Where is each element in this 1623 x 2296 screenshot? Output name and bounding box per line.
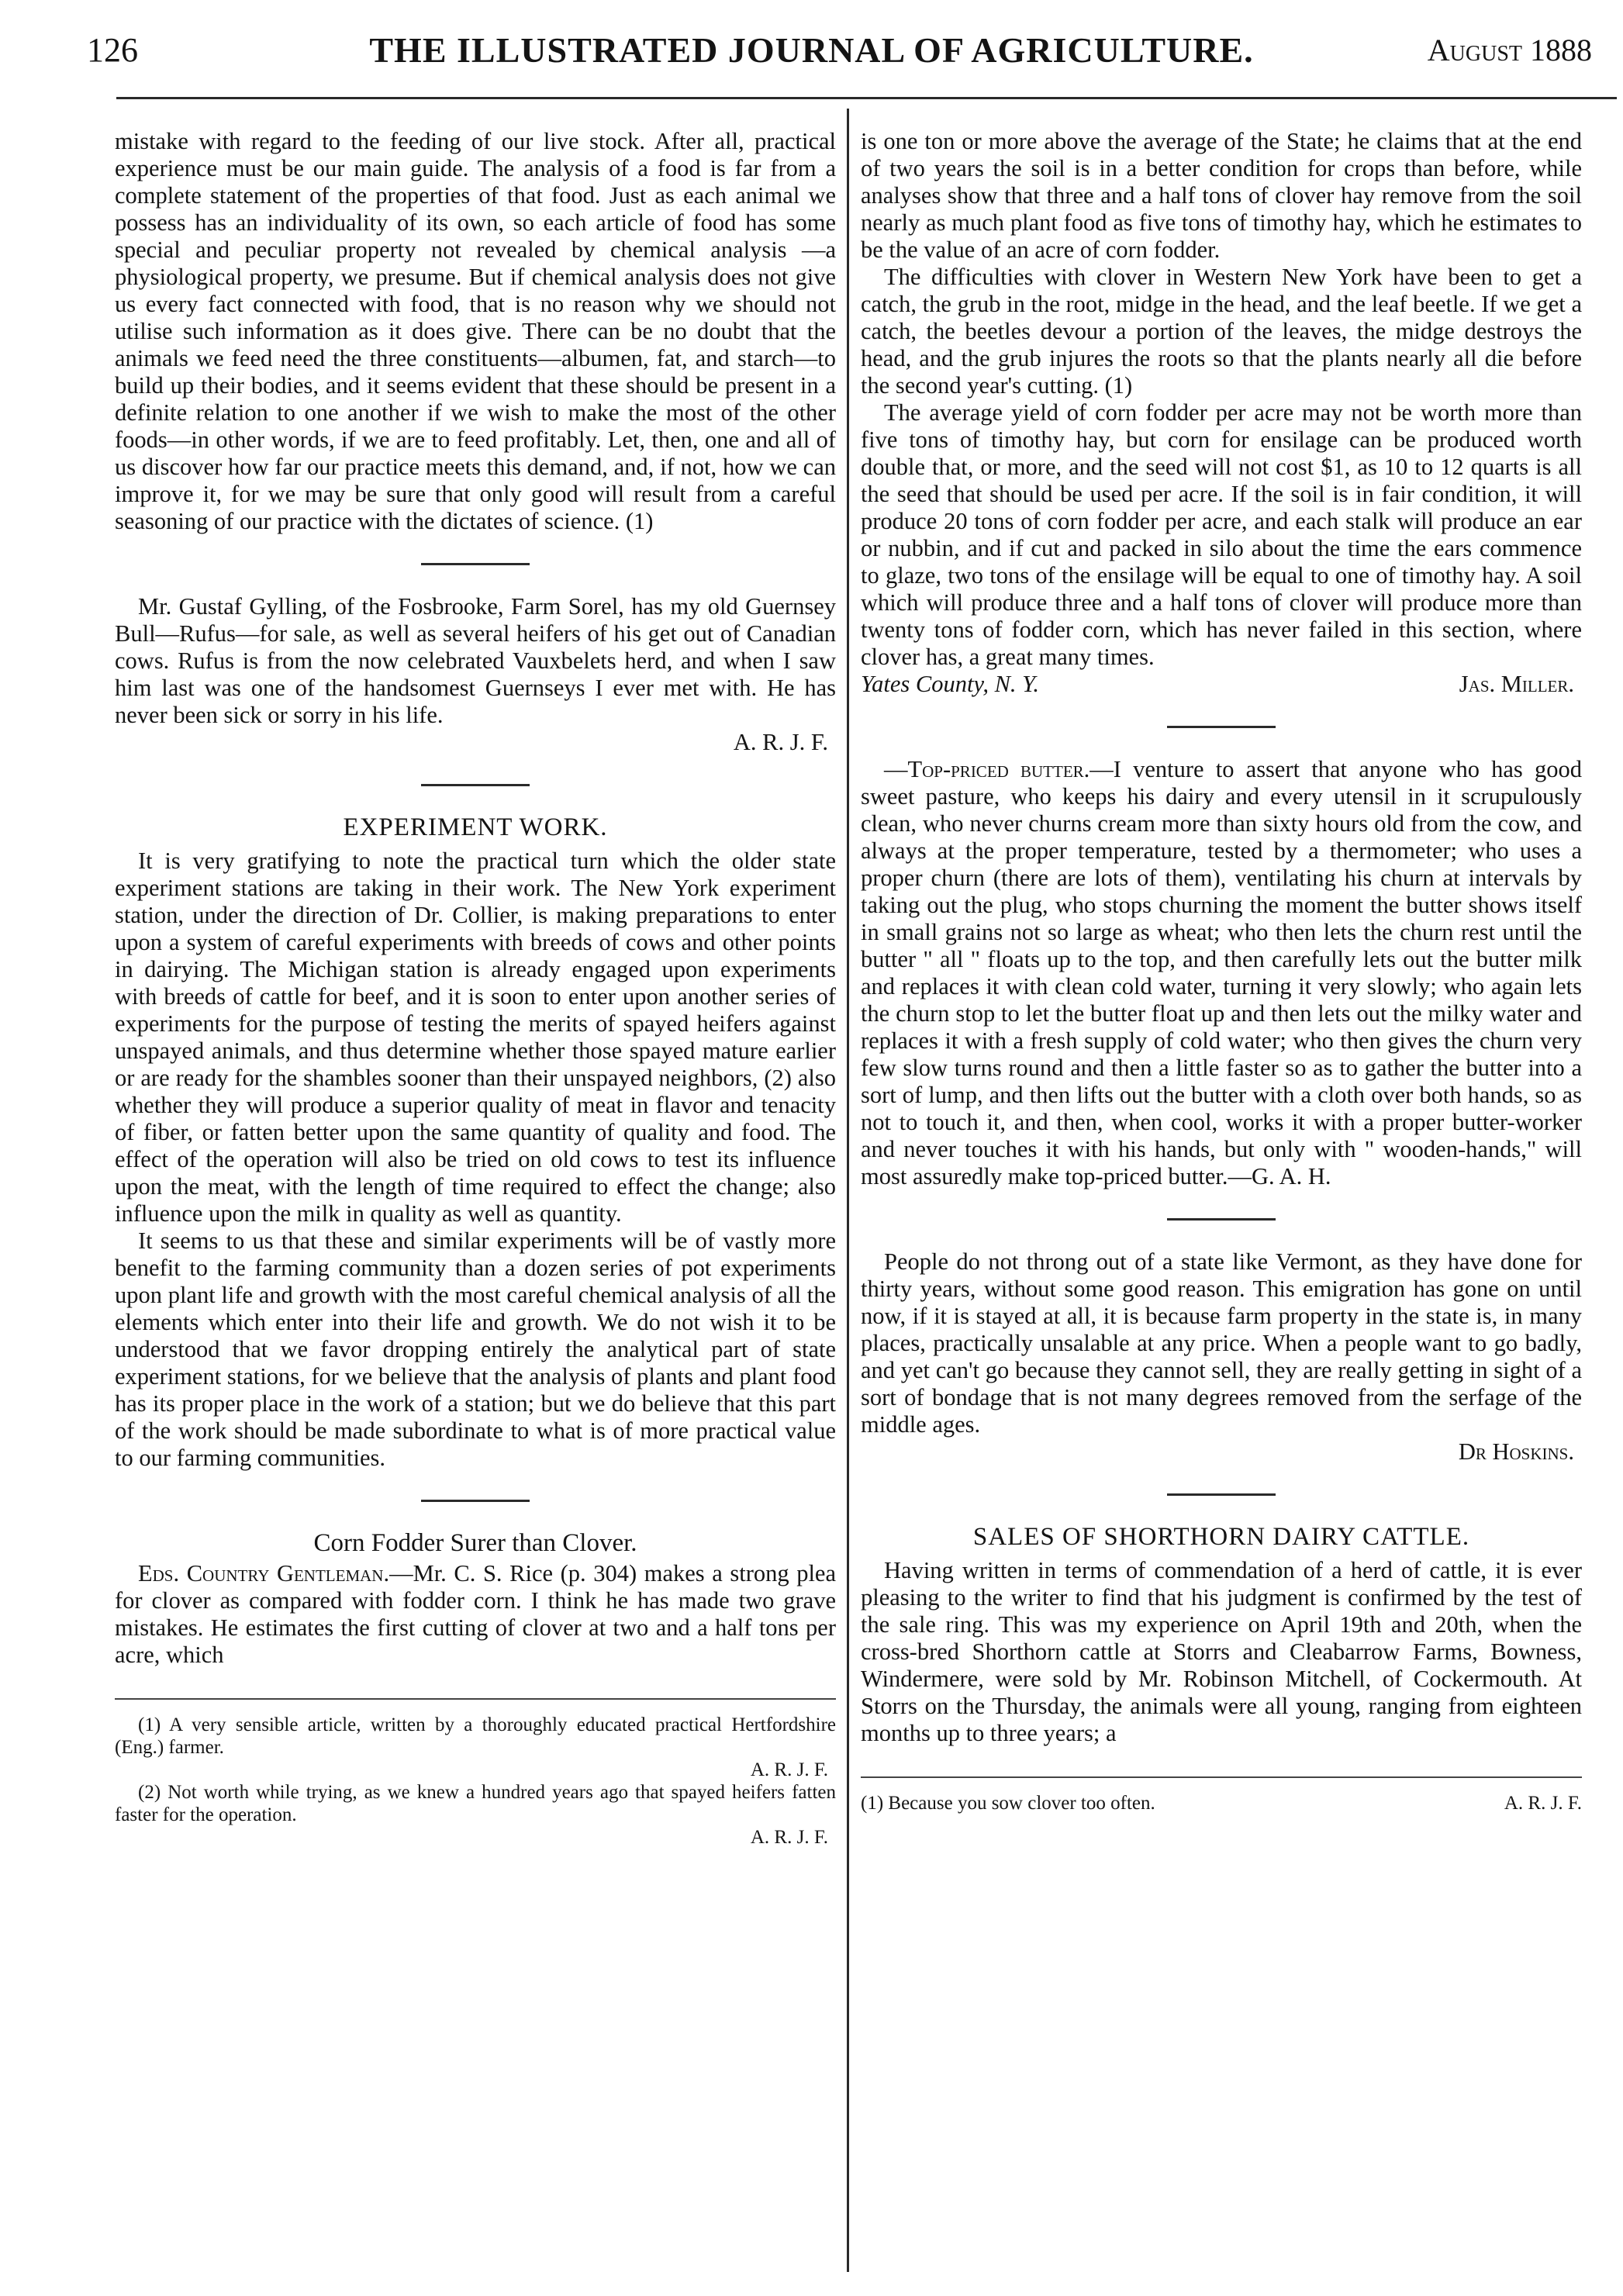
butter-lead: —Top-priced butter.: [884, 756, 1090, 782]
butter-paragraph: [861, 756, 1582, 1190]
section-divider: [1167, 1218, 1276, 1221]
sales-paragraph: Having written in terms of commendation of a herd of cattle, it is ever pleasing to the writer to find that his judgment is confirmed by the test of the sale ring. This was my experience on April 19th and 20th, when the cross-bred Shorthorn cattle at Storrs and Cleabarrow Farms, Bowness, Windermere, were sold by Mr. Robinson Mitchell, of Cockermouth. At Storrs on the Thursday, the animals were all young, ranging from eighteen months up to three years; a: [861, 1557, 1582, 1746]
right-column: [861, 128, 1582, 2280]
page-header: [0, 23, 1623, 78]
miller-signature: Jas. Miller.: [1459, 671, 1574, 697]
section-divider: [1167, 726, 1276, 728]
miller-signature-line: [861, 671, 1582, 698]
section-divider: [421, 1500, 530, 1502]
footnote-2: (2) Not worth while trying, as we knew a hundred years ago that spayed heifers fatten faster for the operation.: [115, 1782, 836, 1825]
place-name: Yates County, N. Y.: [861, 671, 1039, 697]
section-divider: [1167, 1493, 1276, 1496]
footnote-2-signature: A. R. J. F.: [750, 1827, 828, 1848]
footnote-1-signature: A. R. J. F.: [1504, 1793, 1582, 1814]
experiment-paragraph-2: It seems to us that these and similar experiments will be of vastly more benefit to the farming community than a dozen series of pot experiments upon plant life and growth with the most careful chemical analysis of all the elements which enter into their life and growth. We do not wish it to be understood that we favor dropping entirely the analytical part of state experiment stations, for we believe that the analysis of plants and plant food has its proper place in the work of a station; but we do believe that this part of the work should be made subordinate to what is of more practical value to our farming communities.: [115, 1227, 836, 1471]
left-footnotes: [115, 1698, 836, 1849]
issue-date: August 1888: [1427, 33, 1592, 67]
journal-title: THE ILLUSTRATED JOURNAL OF AGRICULTURE.: [369, 30, 1254, 70]
feeding-paragraph: mistake with regard to the feeding of our live stock. After all, practical experience must be our main guide. The analysis of a food is far from a complete statement of the properties of that food. Just as each animal we possess has an individuality of its own, so each article of food has some special and peculiar property not revealed by chemical analysis —a physiological property, we presume. But if chemical analysis does not give us every fact connected with food, that is no reason why we should not utilise such information as it does give. There can be no doubt that the animals we feed need the three constituents—albumen, fat, and starch—to build up their bodies, and it seems evident that these should be present in a definite relation to one another if we wish to make the most of the other foods—in other words, if we are to feed profitably. Let, then, one and all of us discover how far our practice meets this demand, and, if not, how we can improve it, for we may be sure that only good will result from a careful seasoning of our practice with the dictates of science. (1): [115, 128, 836, 534]
right-footnotes: [861, 1776, 1582, 1814]
footnote-rule: [861, 1776, 1582, 1778]
experiment-paragraph-1: It is very gratifying to note the practical turn which the older state experiment stations are taking in their work. The New York experiment station, under the direction of Dr. Collier, is making preparations to enter upon a system of careful experiments with breeds of cows and other points in dairying. The Michigan station is already engaged upon experiments with breeds of cattle for beef, and it is soon to enter upon another series of experiments for the purpose of testing the merits of spayed heifers against unspayed animals, and thus determine whether those spayed mature earlier or are ready for the shambles sooner than their unspayed neighbors, (2) also whether they will produce a superior quality of meat in flavor and tenacity of fiber, or fatten better upon the same quantity of quality and food. The effect of the operation will also be tried on old cows to test its influence upon the meat, with the length of time required to effect the change; also influence upon the milk in quality as well as quantity.: [115, 848, 836, 1227]
column-divider: [847, 109, 849, 2272]
section-divider: [421, 784, 530, 786]
corn-yield-paragraph: The average yield of corn fodder per acre may not be worth more than five tons of timothy hay, but corn for ensilage can be produced worth double that, or more, and the seed will not cost $1, as 10 to 12 quarts is all the seed that should be used per acre. If the soil is in fair condition, it will produce 20 tons of corn fodder per acre, and each stalk will produce an ear or nubbin, and if cut and packed in silo about the time the ears commence to glaze, two tons of the ensilage will be equal to one of timothy hay. A soil which will produce three and a half tons of clover will produce more than twenty tons of fodder corn, which has never failed in this section, where clover has, a great many times.: [861, 399, 1582, 670]
corn-fodder-paragraph: [115, 1560, 836, 1669]
corn-fodder-heading: Corn Fodder Surer than Clover.: [313, 1529, 637, 1557]
experiment-heading: EXPERIMENT WORK.: [343, 813, 608, 841]
footnote-line: [861, 1792, 1582, 1814]
footnote-1-signature: A. R. J. F.: [750, 1759, 828, 1780]
butter-text: —I venture to assert that anyone who has good sweet pasture, who keeps his dairy and every utensil in it scrupulously clean, who never churns cream more than sixty hours old from the cow, and always at the proper temperature, tested by a thermometer; who uses a proper churn (there are lots of them), ventilating his churn at intervals by taking out the plug, who stops churning the moment the butter shows itself in small grains not so large as wheat; who then lets the churn rest until the butter " all " floats up to the top, and then carefully lets out the butter milk and replaces it with clean cold water, turning it very slowly; who again lets the churn stop to let the butter float up and then lets out the milky water and replaces it with a fresh supply of cold water; who then gives the churn very few slow turns round and then a little faster so as to gather the butter into a sort of lump, and then lifts out the butter with a cloth over both hands, so as not to touch it, and then, when cool, works it with a proper butter-worker and never touches it with his hands, but only with " wooden-hands," will most assuredly make top-priced butter.—G. A. H.: [861, 756, 1582, 1189]
footnote-1: (1) A very sensible article, written by a thoroughly educated practical Hertfordshire (Eng.) farmer.: [115, 1714, 836, 1758]
vermont-paragraph: People do not throng out of a state like Vermont, as they have done for thirty years, without some good reason. This emigration has gone on until now, if it is stayed at all, it is because farm property in the state is, in many places, practically unsalable at any price. When a people want to go badly, and yet can't go because they cannot sell, they are really getting in sight of a sort of bondage that is not many degrees removed from the serfage of the middle ages.: [861, 1248, 1582, 1438]
footnote-rule: [115, 1698, 836, 1700]
section-divider: [421, 563, 530, 565]
gylling-paragraph: Mr. Gustaf Gylling, of the Fosbrooke, Farm Sorel, has my old Guernsey Bull—Rufus—for sale, as well as several heifers of his get out of Canadian cows. Rufus is from the now celebrated Vauxbelets herd, and when I saw him last was one of the handsomest Guernseys I ever met with. He has never been sick or sorry in his life.: [115, 593, 836, 728]
header-rule: [116, 97, 1617, 99]
page-number: 126: [87, 31, 138, 69]
corn-fodder-text: —Mr. C. S. Rice (p. 304) makes a strong plea for clover as compared with fodder corn. I think he has made two grave mistakes. He estimates the first cutting of clover at two and a half tons per acre, which: [115, 1560, 836, 1668]
clover-difficulties-paragraph: The difficulties with clover in Western New York have been to get a catch, the grub in the root, midge in the head, and the leaf beetle. If we get a catch, the beetles devour a portion of the leaves, the midge destroys the head, and the grub injures the roots so that the plants nearly all die before the second year's cutting. (1): [861, 264, 1582, 399]
sales-heading: SALES OF SHORTHORN DAIRY CATTLE.: [972, 1523, 1470, 1551]
left-column: [115, 128, 836, 2280]
gylling-signature: A. R. J. F.: [733, 729, 828, 755]
hoskins-signature: Dr Hoskins.: [1458, 1438, 1574, 1465]
footnote-1: (1) Because you sow clover too often.: [861, 1793, 1155, 1814]
clover-continued-paragraph: is one ton or more above the average of the State; he claims that at the end of two years the soil is in a better condition for crops than before, while analyses show that three and a half tons of clover hay remove from the soil nearly as much plant food as five tons of timothy hay, which he estimates to be the value of an acre of corn fodder.: [861, 128, 1582, 263]
corn-fodder-lead: Eds. Country Gentleman.: [138, 1560, 390, 1586]
